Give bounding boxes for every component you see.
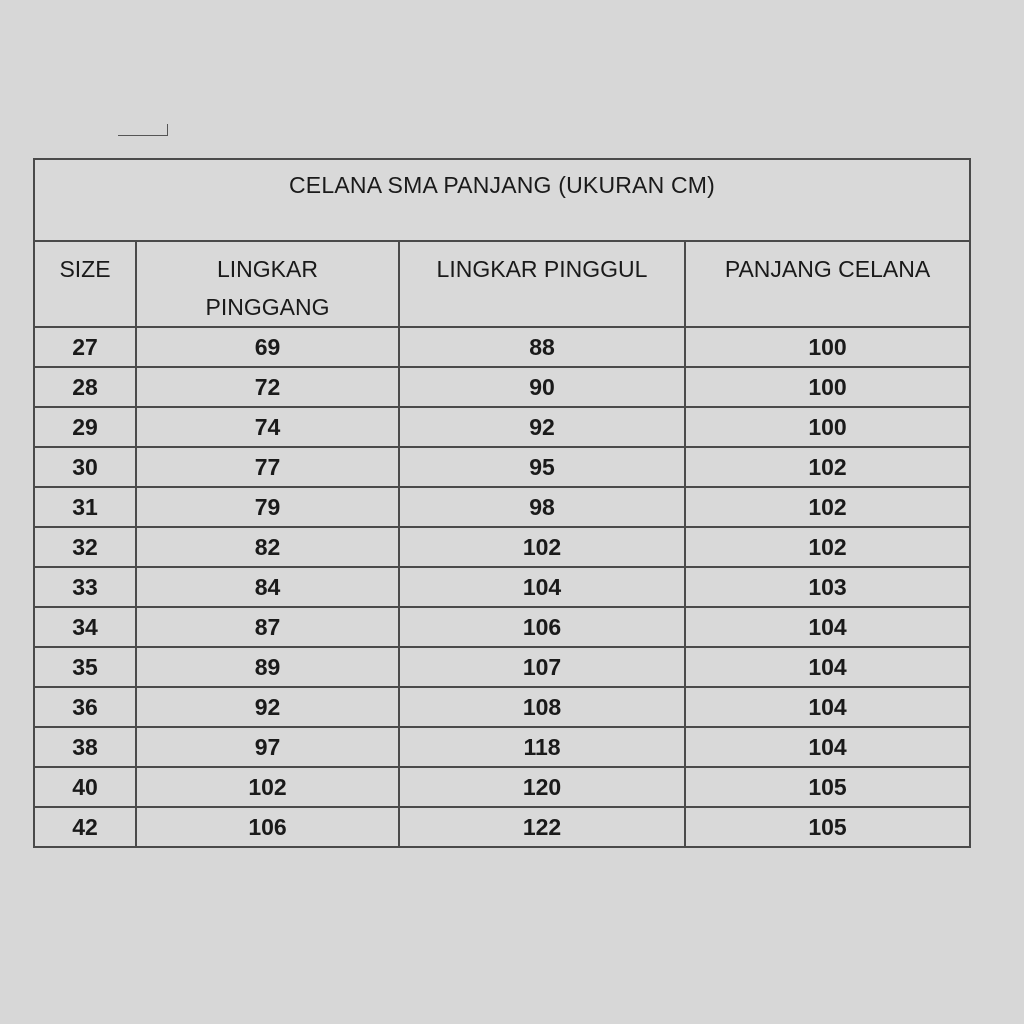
cell-waist: 84 [136,567,399,607]
cell-hip: 98 [399,487,685,527]
cell-waist: 79 [136,487,399,527]
cell-hip: 104 [399,567,685,607]
table-row [34,367,970,407]
cell-waist: 92 [136,687,399,727]
cell-waist: 82 [136,527,399,567]
cell-size: 32 [34,527,136,567]
cell-size: 28 [34,367,136,407]
header-size: SIZE [34,241,136,327]
header-waist-line1: LINGKAR [217,256,318,282]
cell-size: 42 [34,807,136,847]
cell-size: 33 [34,567,136,607]
cell-waist: 106 [136,807,399,847]
cell-hip: 120 [399,767,685,807]
header-waist-line2: PINGGANG [205,294,330,320]
cell-size: 27 [34,327,136,367]
cell-hip: 95 [399,447,685,487]
table-row [34,567,970,607]
cell-length: 104 [685,727,970,767]
table-body [34,327,970,847]
cell-size: 35 [34,647,136,687]
cell-length: 104 [685,647,970,687]
cell-hip: 88 [399,327,685,367]
table-row [34,767,970,807]
cell-hip: 102 [399,527,685,567]
cell-length: 102 [685,527,970,567]
table-row [34,487,970,527]
cell-size: 29 [34,407,136,447]
cell-waist: 89 [136,647,399,687]
cell-waist: 72 [136,367,399,407]
table-row [34,727,970,767]
cell-hip: 118 [399,727,685,767]
table-row [34,407,970,447]
cell-waist: 102 [136,767,399,807]
crop-mark [118,124,168,136]
cell-size: 31 [34,487,136,527]
cell-length: 102 [685,487,970,527]
cell-waist: 77 [136,447,399,487]
cell-length: 100 [685,367,970,407]
size-chart-table [33,158,971,848]
table-row [34,327,970,367]
table-title: CELANA SMA PANJANG (UKURAN CM) [34,159,970,241]
table-row [34,687,970,727]
cell-length: 104 [685,687,970,727]
header-waist [136,241,399,327]
table-row [34,807,970,847]
cell-length: 104 [685,607,970,647]
cell-hip: 106 [399,607,685,647]
table-row [34,527,970,567]
cell-length: 100 [685,327,970,367]
cell-hip: 108 [399,687,685,727]
cell-length: 105 [685,767,970,807]
cell-hip: 92 [399,407,685,447]
cell-hip: 90 [399,367,685,407]
cell-hip: 107 [399,647,685,687]
table-row [34,447,970,487]
cell-length: 100 [685,407,970,447]
cell-waist: 97 [136,727,399,767]
cell-waist: 69 [136,327,399,367]
table-row [34,607,970,647]
cell-size: 38 [34,727,136,767]
cell-length: 105 [685,807,970,847]
cell-waist: 74 [136,407,399,447]
cell-length: 103 [685,567,970,607]
cell-size: 30 [34,447,136,487]
cell-size: 34 [34,607,136,647]
header-length: PANJANG CELANA [685,241,970,327]
cell-length: 102 [685,447,970,487]
cell-hip: 122 [399,807,685,847]
cell-waist: 87 [136,607,399,647]
cell-size: 40 [34,767,136,807]
table-row [34,647,970,687]
header-hip: LINGKAR PINGGUL [399,241,685,327]
cell-size: 36 [34,687,136,727]
